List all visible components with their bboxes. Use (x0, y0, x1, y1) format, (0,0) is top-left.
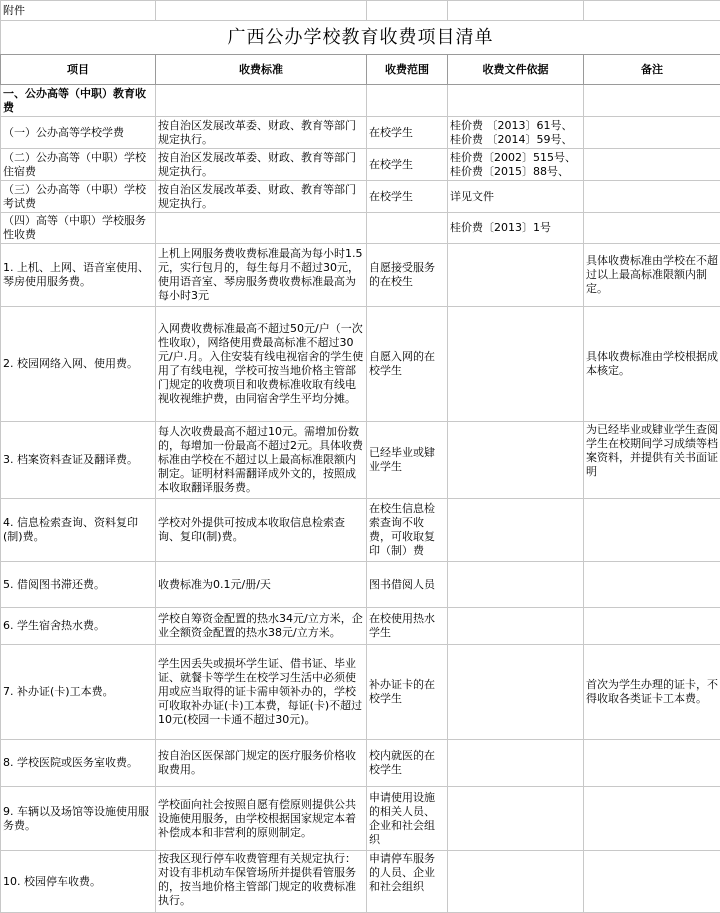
cell-note (584, 117, 720, 149)
cell-item: 5. 借阅图书滞还费。 (1, 562, 156, 608)
cell-item: 6. 学生宿舍热水费。 (1, 608, 156, 645)
table-row (1, 117, 720, 149)
cell-item: 8. 学校医院或医务室收费。 (1, 740, 156, 787)
header-note: 备注 (584, 55, 720, 85)
cell-note (584, 562, 720, 608)
cell-scope: 在校学生 (367, 181, 448, 213)
cell-item: 9. 车辆以及场馆等设施使用服务费。 (1, 787, 156, 851)
cell-note (584, 787, 720, 851)
cell-standard: 按自治区发展改革委、财政、教育等部门规定执行。 (156, 149, 367, 181)
cell-scope: 在校使用热水学生 (367, 608, 448, 645)
cell-item: 4. 信息检索查询、资料复印(制)费。 (1, 499, 156, 562)
header-basis: 收费文件依据 (448, 55, 584, 85)
table-row (1, 181, 720, 213)
table-row (1, 562, 720, 608)
cell-scope: 校内就医的在校学生 (367, 740, 448, 787)
cell-standard (156, 213, 367, 244)
section-row (1, 85, 720, 117)
cell-standard: 按我区现行停车收费管理有关规定执行：对设有非机动车保管场所并提供看管服务的，按当地价格主管部门规定的收费标准执行。 (156, 851, 367, 913)
cell-note (584, 851, 720, 913)
cell-basis (448, 851, 584, 913)
cell-scope: 申请停车服务的人员、企业和社会组织 (367, 851, 448, 913)
cell-standard: 每人次收费最高不超过10元。需增加份数的，每增加一份最高不超过2元。具体收费标准由学校在不超过以上最高标准限额内制定。证明材料需翻译成外文的，按照成本收取翻译服务费。 (156, 422, 367, 499)
cell-note (584, 740, 720, 787)
table-row (1, 422, 720, 499)
cell-item: 7. 补办证(卡)工本费。 (1, 645, 156, 740)
cell-standard: 收费标准为0.1元/册/天 (156, 562, 367, 608)
cell-note: 具体收费标准由学校在不超过以上最高标准限额内制定。 (584, 244, 720, 307)
cell-item: 3. 档案资料查证及翻译费。 (1, 422, 156, 499)
table-header-row (1, 55, 720, 85)
table-row (1, 307, 720, 422)
cell-standard: 按自治区发展改革委、财政、教育等部门规定执行。 (156, 117, 367, 149)
cell-basis: 桂价费 〔2013〕61号、桂价费 〔2014〕59号、 (448, 117, 584, 149)
cell-note: 具体收费标准由学校根据成本核定。 (584, 307, 720, 422)
cell-standard: 按自治区发展改革委、财政、教育等部门规定执行。 (156, 181, 367, 213)
cell-basis (448, 608, 584, 645)
cell-basis (448, 562, 584, 608)
cell-scope (367, 213, 448, 244)
cell-note (584, 499, 720, 562)
cell-note: 为已经毕业或肄业学生查阅学生在校期间学习成绩等档案资料，并提供有关书面证明 (584, 422, 720, 499)
cell-scope: 自愿接受服务的在校生 (367, 244, 448, 307)
table-row (1, 213, 720, 244)
cell-note (584, 149, 720, 181)
cell-item: （四）高等（中职）学校服务性收费 (1, 213, 156, 244)
cell-item: （二）公办高等（中职）学校住宿费 (1, 149, 156, 181)
table-row (1, 645, 720, 740)
cell-basis: 桂价费〔2013〕1号 (448, 213, 584, 244)
cell-standard: 上机上网服务费收费标准最高为每小时1.5元，实行包月的，每生每月不超过30元，使用语音室、琴房服务费收费标准最高为每小时3元 (156, 244, 367, 307)
cell-scope: 在校生信息检索查询不收费，可收取复印（制）费 (367, 499, 448, 562)
cell-scope: 图书借阅人员 (367, 562, 448, 608)
cell-scope: 在校学生 (367, 117, 448, 149)
table-row (1, 740, 720, 787)
cell-scope: 申请使用设施的相关人员、企业和社会组织 (367, 787, 448, 851)
cell-standard: 学校对外提供可按成本收取信息检索查询、复印(制)费。 (156, 499, 367, 562)
header-scope: 收费范围 (367, 55, 448, 85)
cell-standard: 入网费收费标准最高不超过50元/户（一次性收取），网络使用费最高标准不超过30元/户.月。入住安装有线电视宿舍的学生使用了有线电视，学校可按当地价格主管部门规定的收费项目和收费标准收取有线电视收视维护费，由同宿舍学生平均分摊。 (156, 307, 367, 422)
cell-basis (448, 244, 584, 307)
page-title: 广西公办学校教育收费项目清单 (1, 21, 720, 55)
cell-standard: 学校自筹资金配置的热水34元/立方米，企业全额资金配置的热水38元/立方米。 (156, 608, 367, 645)
cell-basis (448, 499, 584, 562)
cell-item: 1. 上机、上网、语音室使用、琴房使用服务费。 (1, 244, 156, 307)
cell-scope: 自愿入网的在校学生 (367, 307, 448, 422)
cell-scope: 在校学生 (367, 149, 448, 181)
cell-note (584, 181, 720, 213)
cell-scope: 已经毕业或肄业学生 (367, 422, 448, 499)
table-row (1, 787, 720, 851)
cell-basis (448, 422, 584, 499)
cell-basis (448, 645, 584, 740)
cell-standard: 学生因丢失或损坏学生证、借书证、毕业证、就餐卡等学生在校学习生活中必须使用或应当取得的证卡需申领补办的，学校可收取补办证(卡)工本费，每证(卡)不超过10元(校园一卡通不超过30元)。 (156, 645, 367, 740)
cell-item: 10. 校园停车收费。 (1, 851, 156, 913)
cell-item: 2. 校园网络入网、使用费。 (1, 307, 156, 422)
cell-scope: 补办证卡的在校学生 (367, 645, 448, 740)
cell-standard: 学校面向社会按照自愿有偿原则提供公共设施使用服务，由学校根据国家规定本着补偿成本和非营利的原则制定。 (156, 787, 367, 851)
cell-basis: 桂价费〔2002〕515号、桂价费〔2015〕88号、 (448, 149, 584, 181)
table-row (1, 608, 720, 645)
cell-basis (448, 740, 584, 787)
cell-item: （一）公办高等学校学费 (1, 117, 156, 149)
annex-label: 附件 (1, 1, 156, 21)
table-row (1, 244, 720, 307)
cell-basis (448, 307, 584, 422)
cell-note (584, 608, 720, 645)
section-title: 一、公办高等（中职）教育收费 (1, 85, 156, 117)
table-row (1, 149, 720, 181)
cell-item: （三）公办高等（中职）学校考试费 (1, 181, 156, 213)
cell-basis (448, 787, 584, 851)
cell-basis: 详见文件 (448, 181, 584, 213)
header-standard: 收费标准 (156, 55, 367, 85)
table-row (1, 851, 720, 913)
header-item: 项目 (1, 55, 156, 85)
cell-note (584, 213, 720, 244)
cell-note: 首次为学生办理的证卡，不得收取各类证卡工本费。 (584, 645, 720, 740)
table-row (1, 499, 720, 562)
cell-standard: 按自治区医保部门规定的医疗服务价格收取费用。 (156, 740, 367, 787)
